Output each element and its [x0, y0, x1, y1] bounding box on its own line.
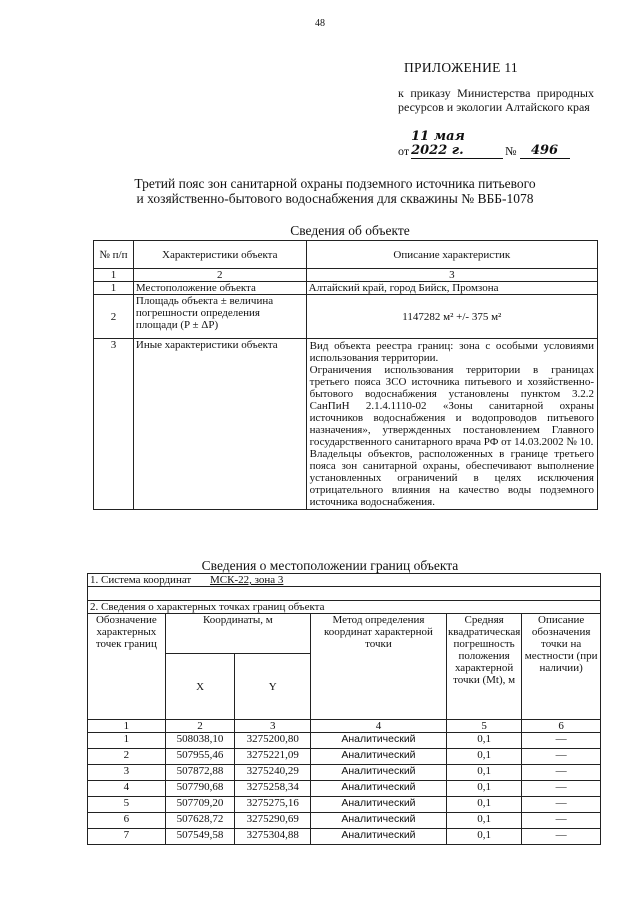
table-row: [88, 797, 601, 813]
coord-x: 508038,10: [165, 733, 235, 749]
accuracy: 0,1: [446, 733, 521, 749]
point-number: 6: [88, 813, 166, 829]
accuracy: 0,1: [446, 749, 521, 765]
point-number: 5: [88, 797, 166, 813]
coord-y: 3275200,80: [235, 733, 311, 749]
index-cell: 2: [165, 720, 235, 733]
accuracy: 0,1: [446, 829, 521, 845]
row-characteristic: Иные характеристики объекта: [133, 339, 306, 510]
coord-x: 507709,20: [165, 797, 235, 813]
point-description: —: [522, 797, 601, 813]
coord-y: 3275258,34: [235, 781, 311, 797]
row-characteristic: Площадь объекта ± величина погрешности определения площади (P ± ΔP): [133, 295, 306, 339]
header-cell: Описание характеристик: [306, 241, 597, 269]
method: Аналитический: [311, 797, 447, 813]
coord-y: 3275221,09: [235, 749, 311, 765]
header-coordinates: Координаты, м: [165, 614, 310, 654]
method: Аналитический: [311, 813, 447, 829]
point-number: 1: [88, 733, 166, 749]
accuracy: 0,1: [446, 813, 521, 829]
method: Аналитический: [311, 733, 447, 749]
location-info-title: Сведения о местоположении границ объекта: [201, 558, 459, 573]
point-number: 3: [88, 765, 166, 781]
row-description: [306, 339, 597, 510]
table-index-row: [94, 269, 598, 282]
method: Аналитический: [311, 749, 447, 765]
coord-system-value: МСК-22, зона 3: [209, 574, 284, 586]
header-accuracy: Средняя квадратическая погрешность положения характерной точки (Mt), м: [446, 614, 521, 720]
document-title-line: и хозяйственно-бытового водоснабжения для скважины № ВББ-1078: [136, 191, 534, 206]
appendix-title: ПРИЛОЖЕНИЕ 11: [404, 60, 518, 75]
location-table: [87, 573, 601, 845]
table-row: [94, 339, 598, 510]
coord-y: 3275240,29: [235, 765, 311, 781]
row-description: 1147282 м² +/- 375 м²: [306, 295, 597, 339]
table-row: [88, 749, 601, 765]
handwritten-number: 496: [520, 144, 570, 159]
order-date-line: [398, 130, 570, 159]
method: Аналитический: [311, 829, 447, 845]
index-cell: 2: [133, 269, 306, 282]
handwritten-date: 11 мая 2022 г.: [411, 130, 503, 159]
point-number: 2: [88, 749, 166, 765]
table-row: [88, 733, 601, 749]
coord-y: 3275304,88: [235, 829, 311, 845]
row-number: 1: [94, 282, 134, 295]
point-description: —: [522, 749, 601, 765]
table-row: [88, 829, 601, 845]
header-description: Описание обозначения точки на местности (при наличии): [522, 614, 601, 720]
index-cell: 1: [94, 269, 134, 282]
number-label: №: [505, 144, 517, 158]
object-info-table: [93, 240, 598, 510]
coord-y: 3275275,16: [235, 797, 311, 813]
header-cell: Характеристики объекта: [133, 241, 306, 269]
table-header-row: [88, 614, 601, 654]
point-description: —: [522, 765, 601, 781]
index-cell: 5: [446, 720, 521, 733]
coord-system-row: [88, 574, 601, 587]
index-cell: 6: [522, 720, 601, 733]
points-label: 2. Сведения о характерных точках границ объекта: [88, 601, 601, 614]
from-label: от: [398, 144, 410, 158]
coord-system-label: 1. Система координат: [90, 574, 192, 586]
point-description: —: [522, 829, 601, 845]
index-cell: 3: [235, 720, 311, 733]
header-y: Y: [235, 654, 311, 720]
index-cell: 1: [88, 720, 166, 733]
page-number: 48: [315, 18, 325, 29]
coord-x: 507955,46: [165, 749, 235, 765]
table-row: [94, 282, 598, 295]
point-description: —: [522, 781, 601, 797]
accuracy: 0,1: [446, 797, 521, 813]
table-row: [88, 813, 601, 829]
order-reference: к приказу Министерства природных ресурсов и экологии Алтайского края: [398, 86, 594, 114]
method: Аналитический: [311, 781, 447, 797]
method: Аналитический: [311, 765, 447, 781]
row-number: 3: [94, 339, 134, 510]
row-number: 2: [94, 295, 134, 339]
coord-system-cell: [88, 574, 601, 587]
point-description: —: [522, 733, 601, 749]
description-paragraph: Владельцы объектов, расположенных в границе третьего пояса зон санитарной охраны, обеспечивают выполнение установленных ограничений в целях исключения отрицательного влияния на качество воды подземного источника водоснабжения.: [309, 448, 594, 508]
header-cell: № п/п: [94, 241, 134, 269]
points-label-row: [88, 601, 601, 614]
table-row: [88, 765, 601, 781]
table-header-row: [94, 241, 598, 269]
point-number: 7: [88, 829, 166, 845]
index-cell: 3: [306, 269, 597, 282]
point-number: 4: [88, 781, 166, 797]
object-info-title: Сведения об объекте: [290, 223, 410, 238]
accuracy: 0,1: [446, 781, 521, 797]
spacer-row: [88, 587, 601, 601]
row-characteristic: Местоположение объекта: [133, 282, 306, 295]
coord-x: 507549,58: [165, 829, 235, 845]
table-index-row: [88, 720, 601, 733]
coord-x: 507628,72: [165, 813, 235, 829]
spacer-cell: [88, 587, 601, 601]
accuracy: 0,1: [446, 765, 521, 781]
point-description: —: [522, 813, 601, 829]
header-x: X: [165, 654, 235, 720]
header-point: Обозначение характерных точек границ: [88, 614, 166, 720]
description-paragraph: Ограничения использования территории в границах третьего пояса ЗСО источника питьевого и хозяйственно-бытового водоснабжения установлены пунктом 3.2.2 СанПиН 2.1.4.1110-02 «Зоны санитарной охраны источников водоснабжения и водопроводов питьевого назначения», утвержденных постановлением Главного государственного санитарного врача РФ от 14.03.2002 № 10.: [309, 364, 594, 448]
document-title-line: Третий пояс зон санитарной охраны подземного источника питьевого: [134, 176, 536, 191]
coord-x: 507790,68: [165, 781, 235, 797]
coord-x: 507872,88: [165, 765, 235, 781]
header-method: Метод определения координат характерной точки: [311, 614, 447, 720]
description-paragraph: Вид объекта реестра границ: зона с особыми условиями использования территории.: [309, 340, 594, 364]
index-cell: 4: [311, 720, 447, 733]
table-row: [94, 295, 598, 339]
table-row: [88, 781, 601, 797]
coord-y: 3275290,69: [235, 813, 311, 829]
row-description: Алтайский край, город Бийск, Промзона: [306, 282, 597, 295]
document-title: [120, 176, 550, 206]
